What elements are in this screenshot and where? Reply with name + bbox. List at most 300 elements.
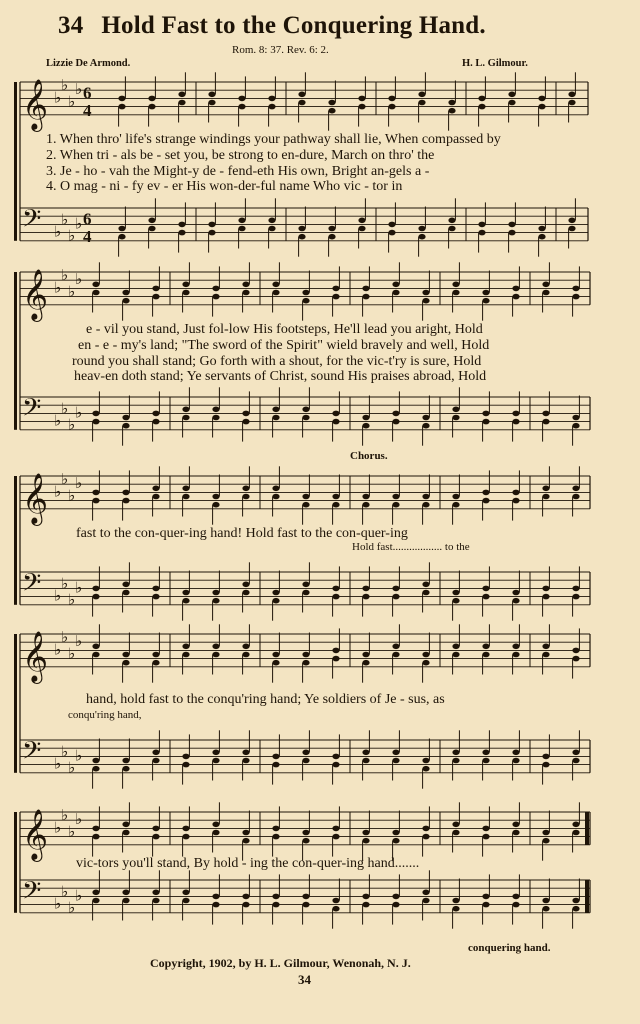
note-head (358, 226, 365, 232)
note-head (452, 598, 459, 604)
note-head (422, 660, 429, 666)
chorus-line-1-echo: Hold fast.................. to the (352, 541, 470, 553)
flat-sign: ♭ (61, 884, 69, 901)
system-brace (14, 634, 17, 773)
note-head (212, 830, 219, 836)
note-head (572, 423, 579, 429)
note-head (542, 486, 549, 492)
note-head (302, 830, 309, 836)
note-head (212, 407, 219, 413)
note-head (568, 218, 575, 224)
note-head (392, 494, 399, 500)
note-head (242, 750, 249, 756)
note-head (332, 754, 339, 760)
note-head (452, 290, 459, 296)
flat-sign: ♭ (54, 642, 62, 659)
note-head (242, 494, 249, 500)
note-head (122, 898, 129, 904)
note-head (242, 290, 249, 296)
time-signature-bottom: 4 (83, 226, 92, 246)
hymn-number: 34 (58, 12, 84, 39)
note-head (482, 644, 489, 650)
note-head (182, 486, 189, 492)
note-head (508, 222, 515, 228)
time-signature-top: 6 (83, 209, 92, 229)
note-head (482, 758, 489, 764)
note-head (448, 100, 455, 106)
hymn-title: Hold Fast to the Conquering Hand. (101, 12, 486, 39)
flat-sign: ♭ (68, 646, 76, 663)
time-signature-top: 6 (83, 83, 92, 103)
note-head (328, 108, 335, 114)
flat-sign: ♭ (68, 228, 76, 245)
bass-clef: 𝄢 (22, 393, 42, 429)
note-head (542, 906, 549, 912)
note-head (512, 652, 519, 658)
time-signature-bottom: 4 (83, 100, 92, 120)
note-head (418, 226, 425, 232)
bass-clef: 𝄢 (22, 736, 42, 772)
note-head (572, 898, 579, 904)
note-head (178, 230, 185, 236)
note-head (512, 590, 519, 596)
note-head (362, 594, 369, 600)
note-head (212, 415, 219, 421)
note-head (272, 282, 279, 288)
note-head (572, 906, 579, 912)
note-head (152, 660, 159, 666)
note-head (152, 758, 159, 764)
flat-sign: ♭ (75, 82, 83, 99)
note-head (152, 898, 159, 904)
note-head (152, 586, 159, 592)
note-head (362, 830, 369, 836)
note-head (148, 104, 155, 110)
note-head (332, 502, 339, 508)
note-head (212, 590, 219, 596)
note-head (92, 282, 99, 288)
note-head (512, 830, 519, 836)
note-head (422, 834, 429, 840)
note-head (242, 830, 249, 836)
note-head (542, 594, 549, 600)
note-head (362, 902, 369, 908)
note-head (92, 834, 99, 840)
note-head (452, 652, 459, 658)
note-head (92, 490, 99, 496)
note-head (358, 218, 365, 224)
chorus-line-3: vic-tors you'll stand, By hold - ing the con-quer-ing hand....... (76, 856, 420, 871)
flat-sign: ♭ (75, 812, 83, 829)
note-head (332, 294, 339, 300)
note-head (512, 902, 519, 908)
note-head (272, 486, 279, 492)
chorus-line-2: hand, hold fast to the conqu'ring hand; Ye soldiers of Je - sus, as (86, 692, 445, 707)
note-head (268, 226, 275, 232)
note-head (242, 582, 249, 588)
note-head (152, 750, 159, 756)
note-head (238, 104, 245, 110)
note-head (478, 222, 485, 228)
note-head (362, 423, 369, 429)
verse-1-line-2: e - vil you stand, Just fol-low His footsteps, He'll lead you aright, Hold (86, 322, 483, 337)
note-head (392, 594, 399, 600)
note-head (512, 294, 519, 300)
note-head (92, 419, 99, 425)
hymn-title-row (58, 12, 486, 40)
note-head (272, 652, 279, 658)
note-head (148, 96, 155, 102)
note-head (302, 502, 309, 508)
note-head (242, 282, 249, 288)
note-head (92, 498, 99, 504)
flat-sign: ♭ (54, 756, 62, 773)
note-head (422, 898, 429, 904)
note-head (572, 830, 579, 836)
note-head (512, 411, 519, 417)
note-head (302, 894, 309, 900)
note-head (452, 898, 459, 904)
flat-sign: ♭ (61, 576, 69, 593)
note-head (242, 419, 249, 425)
note-head (272, 598, 279, 604)
note-head (542, 644, 549, 650)
treble-clef: 𝄞 (22, 78, 49, 130)
note-head (182, 290, 189, 296)
note-head (118, 104, 125, 110)
note-head (122, 758, 129, 764)
note-head (512, 750, 519, 756)
note-head (512, 822, 519, 828)
note-head (182, 762, 189, 768)
note-head (212, 894, 219, 900)
note-head (122, 822, 129, 828)
note-head (272, 590, 279, 596)
note-head (482, 834, 489, 840)
note-head (238, 226, 245, 232)
note-head (212, 902, 219, 908)
note-head (362, 586, 369, 592)
note-head (92, 586, 99, 592)
note-head (298, 234, 305, 240)
note-head (392, 750, 399, 756)
note-head (332, 648, 339, 654)
flat-sign: ♭ (75, 216, 83, 233)
note-head (358, 96, 365, 102)
note-head (452, 750, 459, 756)
note-head (302, 660, 309, 666)
final-barline (585, 812, 589, 845)
note-head (118, 96, 125, 102)
note-head (452, 282, 459, 288)
flat-sign: ♭ (75, 748, 83, 765)
treble-clef: 𝄞 (22, 808, 49, 860)
flat-sign: ♭ (75, 888, 83, 905)
note-head (122, 290, 129, 296)
note-head (242, 644, 249, 650)
flat-sign: ♭ (75, 476, 83, 493)
flat-sign: ♭ (68, 592, 76, 609)
note-head (542, 494, 549, 500)
note-head (272, 660, 279, 666)
note-head (328, 100, 335, 106)
note-head (152, 486, 159, 492)
note-head (568, 92, 575, 98)
note-head (122, 415, 129, 421)
note-head (392, 411, 399, 417)
note-head (182, 494, 189, 500)
note-head (152, 419, 159, 425)
note-head (302, 902, 309, 908)
verse-3-line-1: 3. Je - ho - vah the Might-y de - fend-eth His own, Bright an-gels a - (46, 164, 430, 179)
verse-4-line-2: heav-en doth stand; Ye servants of Christ, sound His praises abroad, Hold (74, 369, 487, 384)
note-head (242, 894, 249, 900)
flat-sign: ♭ (61, 78, 69, 95)
note-head (272, 834, 279, 840)
note-head (152, 294, 159, 300)
note-head (182, 898, 189, 904)
note-head (302, 407, 309, 413)
note-head (512, 894, 519, 900)
note-head (268, 96, 275, 102)
note-head (392, 652, 399, 658)
composer-credit: H. L. Gilmour. (462, 58, 528, 69)
note-head (538, 226, 545, 232)
note-head (122, 830, 129, 836)
note-head (512, 490, 519, 496)
flat-sign: ♭ (54, 280, 62, 297)
note-head (482, 290, 489, 296)
note-head (392, 586, 399, 592)
note-head (272, 415, 279, 421)
note-head (542, 419, 549, 425)
note-head (242, 758, 249, 764)
note-head (452, 502, 459, 508)
note-head (298, 92, 305, 98)
note-head (422, 423, 429, 429)
note-head (182, 415, 189, 421)
note-head (302, 298, 309, 304)
page-number: 34 (298, 972, 311, 987)
note-head (482, 894, 489, 900)
verse-1-line-1: 1. When thro' life's strange windings your pathway shall lie, When compassed by (46, 132, 501, 147)
note-head (512, 758, 519, 764)
note-head (542, 586, 549, 592)
note-head (152, 652, 159, 658)
note-head (362, 660, 369, 666)
note-head (152, 826, 159, 832)
note-head (92, 290, 99, 296)
note-head (332, 762, 339, 768)
note-head (452, 407, 459, 413)
note-head (302, 494, 309, 500)
note-head (452, 830, 459, 836)
note-head (118, 234, 125, 240)
note-head (302, 838, 309, 844)
note-head (268, 104, 275, 110)
note-head (422, 415, 429, 421)
note-head (422, 590, 429, 596)
flat-sign: ♭ (75, 634, 83, 651)
note-head (452, 906, 459, 912)
flat-sign: ♭ (61, 808, 69, 825)
note-head (182, 826, 189, 832)
note-head (362, 652, 369, 658)
note-head (238, 218, 245, 224)
bass-clef: 𝄢 (22, 876, 42, 912)
note-head (212, 494, 219, 500)
note-head (152, 411, 159, 417)
note-head (212, 822, 219, 828)
note-head (388, 230, 395, 236)
note-head (242, 486, 249, 492)
note-head (418, 92, 425, 98)
note-head (298, 100, 305, 106)
note-head (208, 222, 215, 228)
note-head (392, 902, 399, 908)
note-head (572, 486, 579, 492)
flat-sign: ♭ (61, 401, 69, 418)
note-head (452, 822, 459, 828)
note-head (212, 652, 219, 658)
note-head (178, 100, 185, 106)
verse-2-line-1: 2. When tri - als be - set you, be strong to en-dure, March on thro' the (46, 148, 435, 163)
note-head (512, 419, 519, 425)
note-head (572, 648, 579, 654)
note-head (332, 411, 339, 417)
note-head (568, 226, 575, 232)
verse-4-line-1: 4. O mag - ni - fy ev - er His won-der-ful name Who vic - tor in (46, 179, 403, 194)
note-head (332, 594, 339, 600)
note-head (148, 218, 155, 224)
note-head (512, 498, 519, 504)
copyright-notice: Copyright, 1902, by H. L. Gilmour, Wenonah, N. J. (150, 956, 411, 970)
note-head (508, 100, 515, 106)
note-head (512, 286, 519, 292)
flat-sign: ♭ (75, 272, 83, 289)
note-head (448, 226, 455, 232)
note-head (122, 652, 129, 658)
note-head (362, 894, 369, 900)
note-head (482, 594, 489, 600)
note-head (452, 415, 459, 421)
note-head (298, 226, 305, 232)
note-head (122, 890, 129, 896)
note-head (92, 652, 99, 658)
system-brace (14, 272, 17, 430)
flat-sign: ♭ (68, 284, 76, 301)
note-head (422, 494, 429, 500)
flat-sign: ♭ (54, 90, 62, 107)
note-head (448, 218, 455, 224)
flat-sign: ♭ (68, 760, 76, 777)
note-head (452, 758, 459, 764)
note-head (572, 294, 579, 300)
note-head (572, 494, 579, 500)
note-head (452, 494, 459, 500)
flat-sign: ♭ (54, 413, 62, 430)
note-head (392, 838, 399, 844)
note-head (392, 502, 399, 508)
flat-sign: ♭ (54, 224, 62, 241)
note-head (122, 582, 129, 588)
note-head (392, 758, 399, 764)
note-head (212, 294, 219, 300)
flat-sign: ♭ (61, 472, 69, 489)
note-head (208, 230, 215, 236)
note-head (332, 656, 339, 662)
note-head (422, 758, 429, 764)
note-head (542, 838, 549, 844)
flat-sign: ♭ (61, 744, 69, 761)
note-head (92, 758, 99, 764)
scripture-reference: Rom. 8: 37. Rev. 6: 2. (232, 44, 329, 56)
note-head (542, 762, 549, 768)
note-head (392, 282, 399, 288)
note-head (122, 490, 129, 496)
note-head (572, 822, 579, 828)
treble-clef: 𝄞 (22, 472, 49, 524)
note-head (122, 590, 129, 596)
note-head (362, 750, 369, 756)
note-head (362, 838, 369, 844)
note-head (212, 598, 219, 604)
note-head (302, 750, 309, 756)
note-head (422, 766, 429, 772)
lyricist-credit: Lizzie De Armond. (46, 58, 131, 69)
note-head (422, 652, 429, 658)
note-head (328, 234, 335, 240)
note-head (178, 222, 185, 228)
note-head (272, 290, 279, 296)
note-head (332, 906, 339, 912)
note-head (392, 419, 399, 425)
note-head (542, 898, 549, 904)
note-head (152, 834, 159, 840)
note-head (242, 838, 249, 844)
note-head (332, 586, 339, 592)
note-head (452, 644, 459, 650)
note-head (302, 652, 309, 658)
note-head (362, 502, 369, 508)
note-head (182, 890, 189, 896)
note-head (482, 498, 489, 504)
note-head (152, 286, 159, 292)
note-head (542, 411, 549, 417)
note-head (422, 826, 429, 832)
note-head (542, 830, 549, 836)
note-head (388, 96, 395, 102)
flat-sign: ♭ (61, 630, 69, 647)
note-head (362, 415, 369, 421)
note-head (118, 226, 125, 232)
note-head (122, 498, 129, 504)
flat-sign: ♭ (54, 820, 62, 837)
note-head (572, 286, 579, 292)
note-head (122, 766, 129, 772)
note-head (182, 754, 189, 760)
system-brace (14, 812, 17, 913)
flat-sign: ♭ (54, 896, 62, 913)
note-head (332, 494, 339, 500)
note-head (478, 96, 485, 102)
flat-sign: ♭ (68, 900, 76, 917)
note-head (362, 758, 369, 764)
note-head (392, 290, 399, 296)
note-head (452, 590, 459, 596)
note-head (272, 754, 279, 760)
note-head (178, 92, 185, 98)
